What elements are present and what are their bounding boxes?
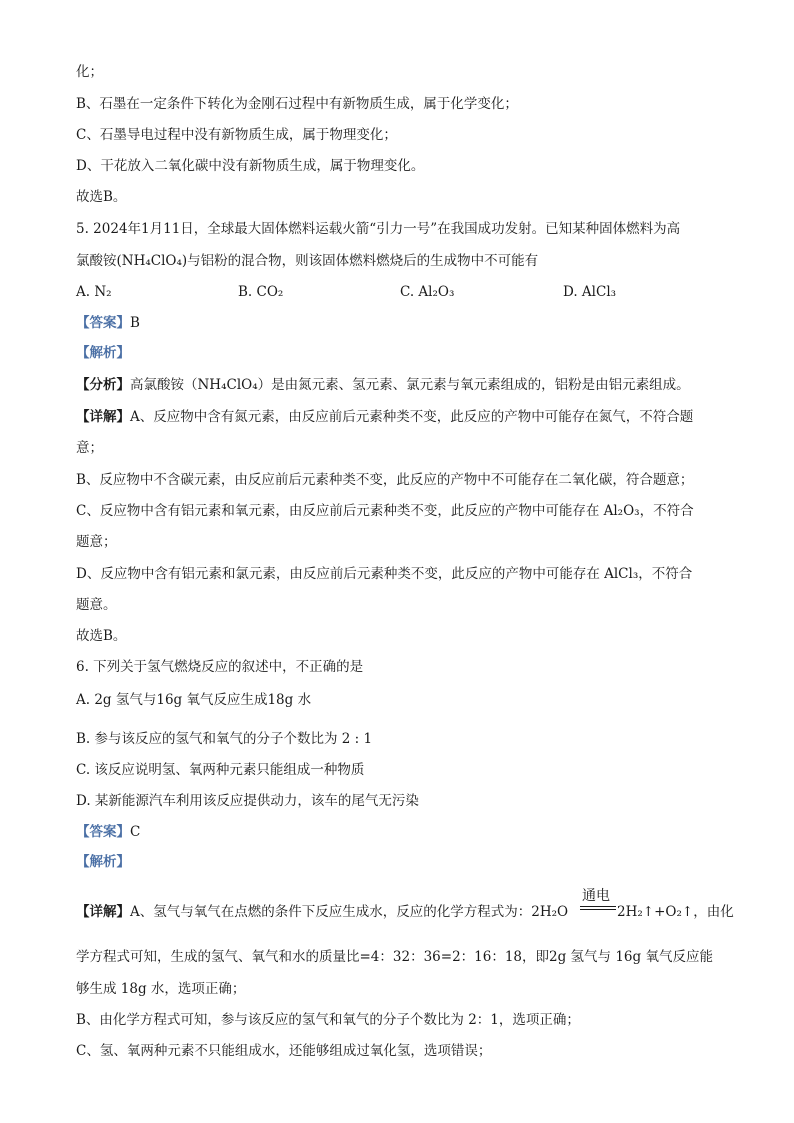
equation-bar <box>580 909 616 910</box>
q6-option-a: A. 2g 氢气与16g 氧气反应生成18g 水 <box>76 692 312 708</box>
text-line: 题意； <box>76 534 117 550</box>
text-line: 故选B。 <box>76 189 127 205</box>
question-5-stem-cont: 氯酸铵(NH₄ClO₄)与铝粉的混合物，则该固体燃料燃烧后的生成物中不可能有 <box>76 253 539 269</box>
q6-option-c: C. 该反应说明氢、氧两种元素只能组成一种物质 <box>76 762 365 778</box>
detail-5-a: 【详解】A、反应物中含有氮元素，由反应前后元素种类不变，此反应的产物中可能存在氮气，不符合题 <box>76 409 694 425</box>
detail-5-b: B、反应物中不含碳元素，由反应前后元素种类不变，此反应的产物中不可能存在二氧化碳，符合题意； <box>76 472 694 488</box>
question-5-stem: 5. 2024年1月11日，全球最大固体燃料运载火箭“引力一号”在我国成功发射。已知某种固体燃料为高 <box>76 221 681 237</box>
question-6-stem: 6. 下列关于氢气燃烧反应的叙述中，不正确的是 <box>76 659 364 675</box>
answer-tag: 【答案】 <box>76 315 130 331</box>
answer-5 <box>76 313 140 333</box>
q6-option-d: D. 某新能源汽车利用该反应提供动力，该车的尾气无污染 <box>76 793 419 809</box>
q5-option-c: C. Al₂O₃ <box>400 284 455 300</box>
text-line: 学方程式可知，生成的氢气、氧气和水的质量比=4：32：36=2：16：18，即2g 氢气与 16g 氧气反应能 <box>76 949 713 965</box>
text-line: 化； <box>76 64 103 80</box>
answer-tag: 【答案】 <box>76 824 130 840</box>
answer-value: C <box>130 824 141 840</box>
text-line: 意； <box>76 440 103 456</box>
detail-6-c: C、氢、氧两种元素不只能组成水，还能够组成过氧化氢，选项错误； <box>76 1043 492 1059</box>
text-line: B、石墨在一定条件下转化为金刚石过程中有新物质生成，属于化学变化； <box>76 96 518 112</box>
text-line: C、石墨导电过程中没有新物质生成，属于物理变化； <box>76 127 397 143</box>
q5-option-d: D. AlCl₃ <box>563 284 617 300</box>
text-line: 够生成 18g 水，选项正确； <box>76 981 246 997</box>
q5-option-a: A. N₂ <box>76 284 112 300</box>
text-line: D、干花放入二氧化碳中没有新物质生成，属于物理变化。 <box>76 158 425 174</box>
detail-5-d: D、反应物中含有铝元素和氯元素，由反应前后元素种类不变，此反应的产物中可能存在 AlCl₃，不符合 <box>76 566 693 582</box>
explanation-5-tag: 【解析】 <box>76 345 130 361</box>
explanation-6-tag: 【解析】 <box>76 854 130 870</box>
detail-6-a-post: 2H₂↑+O₂↑，由化 <box>617 904 734 920</box>
equation-condition: 通电 <box>582 888 610 904</box>
detail-5-c: C、反应物中含有铝元素和氧元素，由反应前后元素种类不变，此反应的产物中可能存在 Al₂O₃，不符合 <box>76 503 694 519</box>
text-line: 故选B。 <box>76 628 127 644</box>
answer-value: B <box>130 315 140 331</box>
text-line: 题意。 <box>76 597 117 613</box>
analysis-5: 【分析】高氯酸铵（NH₄ClO₄）是由氮元素、氢元素、氯元素与氧元素组成的，铝粉是由铝元素组成。 <box>76 377 690 393</box>
detail-6-b: B、由化学方程式可知，参与该反应的氢气和氧气的分子个数比为 2：1，选项正确； <box>76 1012 580 1028</box>
answer-6 <box>76 822 140 842</box>
q5-option-b: B. CO₂ <box>238 284 284 300</box>
detail-6-a-pre: 【详解】A、氢气与氧气在点燃的条件下反应生成水，反应的化学方程式为：2H₂O <box>76 904 569 920</box>
equation-bar <box>580 906 616 907</box>
q6-option-b: B. 参与该反应的氢气和氧气的分子个数比为 2 : 1 <box>76 731 373 747</box>
